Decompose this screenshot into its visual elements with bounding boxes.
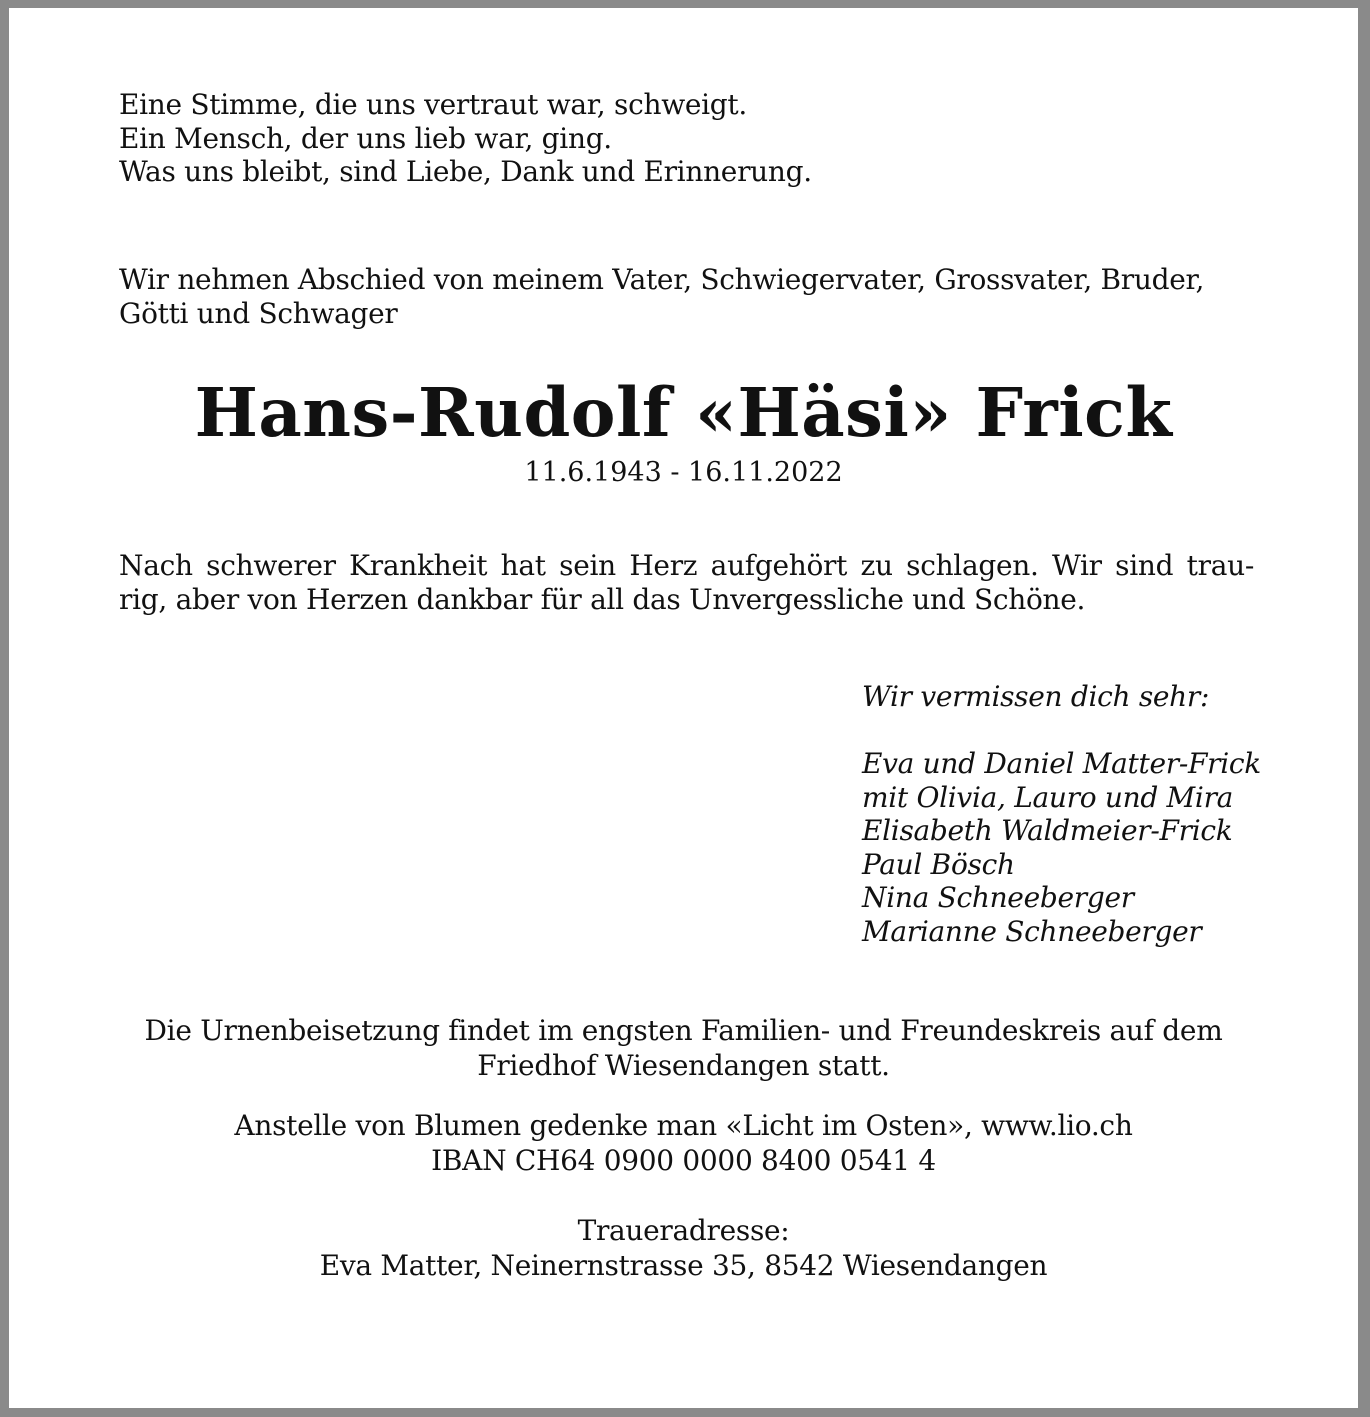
burial-line: Friedhof Wiesendangen statt. <box>477 1048 890 1082</box>
mourning-address <box>9 1214 1358 1283</box>
poem-line: Was uns bleibt, sind Liebe, Dank und Erinnerung. <box>119 155 812 188</box>
signatures-heading: Wir vermissen dich sehr: <box>862 680 1210 713</box>
deceased-name: Hans-Rudolf «Häsi» Frick <box>194 373 1173 452</box>
signature-name: Marianne Schneeberger <box>862 914 1202 948</box>
life-dates: 11.6.1943 - 16.11.2022 <box>524 457 843 488</box>
poem-line: Ein Mensch, der uns lieb war, ging. <box>119 121 612 155</box>
burial-line: Die Urnenbeisetzung findet im engsten Familien- und Freundeskreis auf dem <box>144 1014 1223 1047</box>
signature-name: Elisabeth Waldmeier-Frick <box>862 814 1233 847</box>
message-line: rig, aber von Herzen dankbar für all das Unvergessliche und Schöne. <box>119 582 1086 616</box>
signatures <box>862 680 1261 948</box>
iban-line: IBAN CH64 0900 0000 8400 0541 4 <box>431 1143 936 1177</box>
signature-name: Nina Schneeberger <box>862 881 1134 914</box>
donation-notice <box>9 1109 1358 1178</box>
poem-line: Eine Stimme, die uns vertraut war, schweigt. <box>119 88 747 121</box>
intro-line: Wir nehmen Abschied von meinem Vater, Schwiegervater, Grossvater, Bruder, <box>119 263 1205 296</box>
burial-notice <box>9 1014 1358 1083</box>
poem <box>119 88 812 189</box>
obituary-page <box>9 8 1358 1408</box>
message-text <box>119 549 1254 616</box>
signature-name: Eva und Daniel Matter-Frick <box>862 747 1261 780</box>
donation-line: Anstelle von Blumen gedenke man «Licht im Osten», www.lio.ch <box>234 1109 1133 1142</box>
signature-name: mit Olivia, Lauro und Mira <box>862 780 1234 814</box>
message-line: Nach schwerer Krankheit hat sein Herz aufgehört zu schlagen. Wir sind trau- <box>119 549 1254 582</box>
intro-line: Götti und Schwager <box>119 296 398 330</box>
intro-text <box>119 263 1204 330</box>
signature-name: Paul Bösch <box>862 847 1015 881</box>
address-line: Eva Matter, Neinernstrasse 35, 8542 Wiesendangen <box>319 1248 1048 1282</box>
address-heading: Traueradresse: <box>577 1214 790 1247</box>
